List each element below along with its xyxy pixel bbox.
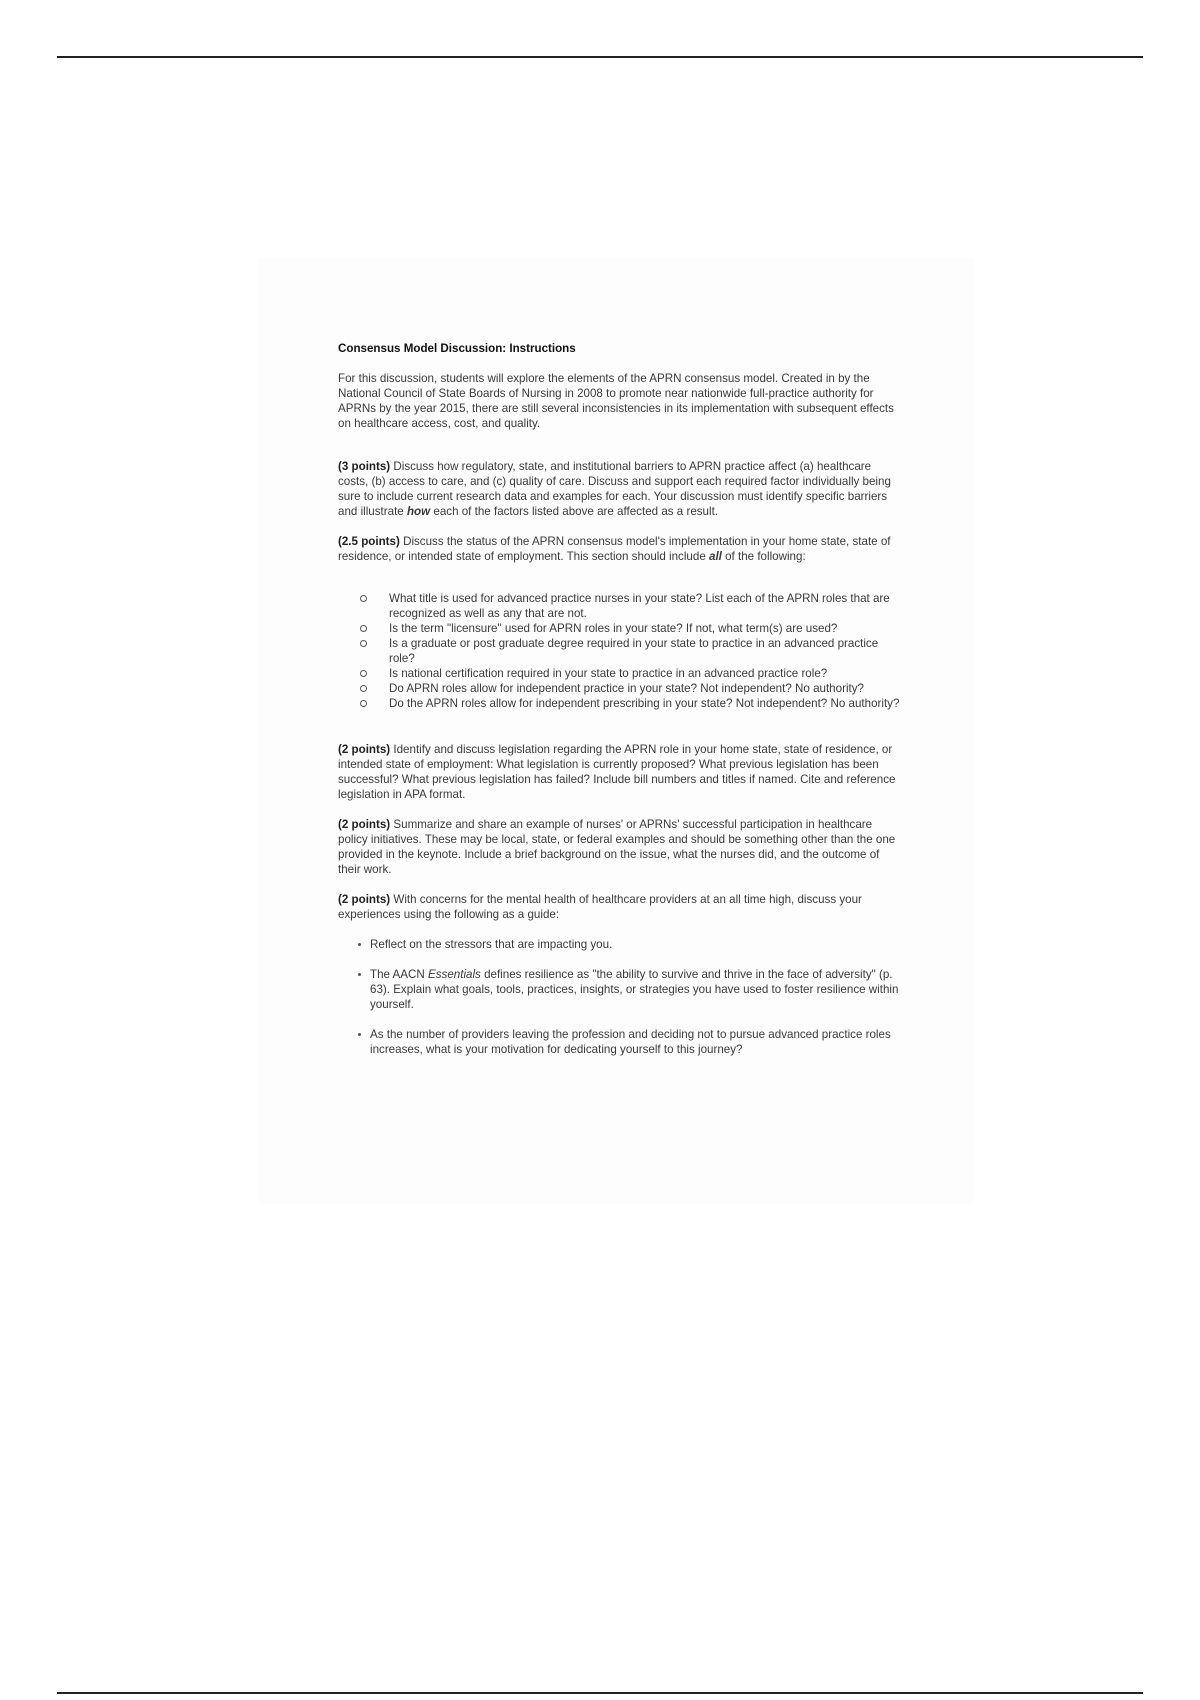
section-consensus-status [338,534,900,564]
points-label: (2 points) [338,818,391,831]
bullet-icon [358,1033,361,1036]
section-text: With concerns for the mental health of healthcare providers at an all time high, discuss your experiences using the following as a guide: [338,893,862,921]
circle-bullet-icon [360,700,367,707]
bullet-icon [358,943,361,946]
bullet-icon [358,973,361,976]
section-text: each of the factors listed above are affected as a result. [430,505,719,518]
circle-bullet-icon [360,640,367,647]
list-item: Do APRN roles allow for independent practice in your state? Not independent? No authority? [338,681,900,696]
section-policy-participation [338,817,900,877]
points-label: (3 points) [338,460,391,473]
list-item: Reflect on the stressors that are impacting you. [338,937,900,952]
state-status-question-list [338,591,900,711]
circle-bullet-icon [360,595,367,602]
list-item: What title is used for advanced practice nurses in your state? List each of the APRN roles that are recognized as well as any that are not. [338,591,900,621]
list-item: Is national certification required in your state to practice in an advanced practice role? [338,666,900,681]
section-text: Summarize and share an example of nurses' or APRNs' successful participation in healthcare policy initiatives. These may be local, state, or federal examples and should be something other than the one provided in the keynote. Include a brief background on the issue, what the nurses did, and the outcome of their work. [338,818,896,876]
list-item: Is a graduate or post graduate degree required in your state to practice in an advanced practice role? [338,636,900,666]
section-text: of the following: [721,550,806,563]
list-item: The AACN Essentials defines resilience as "the ability to survive and thrive in the face of adversity" (p. 63). Explain what goals, tools, practices, insights, or strategies you have used to foster resilience within yourself. [338,967,900,1012]
points-label: (2 points) [338,743,391,756]
document-title: Consensus Model Discussion: Instructions [338,342,576,355]
circle-bullet-icon [360,670,367,677]
reflection-list [338,937,900,1057]
top-rule [57,56,1143,58]
bottom-rule [57,1692,1143,1694]
section-legislation [338,742,900,802]
section-costs-access-quality [338,459,900,519]
section-text: Discuss how regulatory, state, and institutional barriers to APRN practice affect (a) healthcare costs, (b) access to care, and (c) quality of care. Discuss and support each required factor individually being sure to include current research data and examples for each. Your discussion must identify specific barriers and illustrate [338,460,891,518]
section-mental-health [338,892,900,922]
list-item: Is the term "licensure" used for APRN roles in your state? If not, what term(s) are used? [338,621,900,636]
emphasis-text: how [406,505,431,518]
circle-bullet-icon [360,625,367,632]
points-label: (2 points) [338,893,391,906]
circle-bullet-icon [360,685,367,692]
points-label: (2.5 points) [338,535,400,548]
list-item: Do the APRN roles allow for independent prescribing in your state? Not independent? No authority? [338,696,900,711]
intro-paragraph: For this discussion, students will explore the elements of the APRN consensus model. Created in by the National Council of State Boards of Nursing in 2008 to promote near nationwide full-practice authority for APRNs by the year 2015, there are still several inconsistencies in its implementation with subsequent effects on healthcare access, cost, and quality. [338,372,894,430]
section-text: Identify and discuss legislation regarding the APRN role in your home state, state of residence, or intended state of employment: What legislation is currently proposed? What previous legislation has been successful? What previous legislation has failed? Include bill numbers and titles if named. Cite and reference legislation in APA format. [338,743,896,801]
section-text: Discuss the status of the APRN consensus model's implementation in your home state, state of residence, or intended state of employment. This section should include [338,535,891,563]
emphasis-text: all [709,550,722,563]
list-item: As the number of providers leaving the profession and deciding not to pursue advanced practice roles increases, what is your motivation for dedicating yourself to this journey? [338,1027,900,1057]
document-content [338,341,900,1072]
